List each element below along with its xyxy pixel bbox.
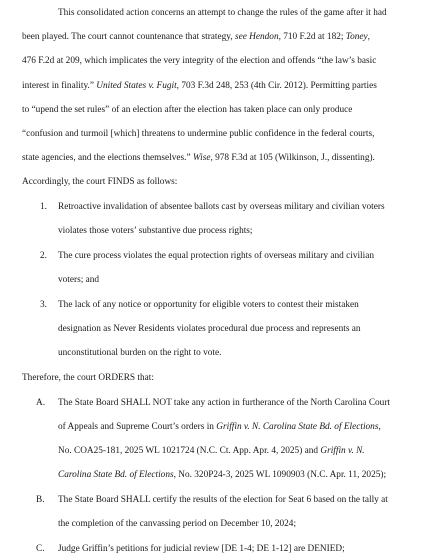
- paragraph-line: interest in finality.” United States v. Fugit, 703 F.3d 248, 253 (4th Cir. 2012). Permitting parties: [22, 80, 377, 91]
- order-line: No. COA25-181, 2025 WL 1021724 (N.C. Ct. App. Apr. 4, 2025) and Griffin v. N.: [58, 446, 365, 457]
- finding-line: unconstitutional burden on the right to vote.: [58, 348, 222, 359]
- finding-line: The lack of any notice or opportunity for eligible voters to contest their mistaken: [58, 299, 359, 310]
- paragraph-line: been played. The court cannot countenance that strategy, see Hendon, 710 F.2d at 182; Toney,: [22, 32, 370, 43]
- finding-number: 1.: [40, 202, 47, 213]
- finding-line: designation as Never Residents violates procedural due process and represents an: [58, 324, 361, 335]
- order-line: the completion of the canvassing period on December 10, 2024;: [58, 519, 297, 530]
- finding-number: 3.: [40, 299, 47, 310]
- finding-number: 2.: [40, 251, 47, 261]
- case-citation: United States v. Fugit: [96, 80, 177, 91]
- paragraph-line: Accordingly, the court FINDS as follows:: [22, 177, 178, 188]
- case-citation: Toney: [345, 32, 368, 43]
- paragraph-line: 476 F.2d at 209, which implicates the very integrity of the election and offends “the law’s basic: [22, 56, 377, 67]
- case-citation: Griffin v. N.: [320, 446, 365, 457]
- finding-line: voters; and: [58, 275, 100, 286]
- finding-line: violates those voters’ substantive due process rights;: [58, 226, 253, 237]
- order-line: The State Board SHALL NOT take any action in furtherance of the North Carolina Court: [58, 397, 391, 408]
- case-citation: Griffin v. N. Carolina State Bd. of Elections: [216, 421, 379, 432]
- paragraph-line: state agencies, and the elections themselves.” Wise, 978 F.3d at 105 (Wilkinson, J., dissenting).: [22, 153, 375, 164]
- paragraph-line: “confusion and turmoil [which] threatens to undermine public confidence in the federal courts,: [22, 129, 375, 139]
- finding-line: Retroactive invalidation of absentee ballots cast by overseas military and civilian voters: [58, 202, 385, 213]
- case-citation: see Hendon: [234, 32, 279, 43]
- order-line: Carolina State Bd. of Elections, No. 320P24-3, 2025 WL 1090903 (N.C. Apr. 11, 2025);: [58, 470, 387, 481]
- order-line: Judge Griffin’s petitions for judicial review [DE 1-4; DE 1-12] are DENIED;: [58, 543, 345, 554]
- paragraph-line: to “upend the set rules” of an election after the election has taken place can only produce: [22, 104, 353, 115]
- order-letter: C.: [36, 543, 45, 554]
- order-line: The State Board SHALL certify the results of the election for Seat 6 based on the tally at: [58, 495, 388, 505]
- order-line: of Appeals and Supreme Court’s orders in Griffin v. N. Carolina State Bd. of Elections,: [58, 421, 381, 432]
- order-letter: A.: [36, 397, 46, 408]
- finding-line: The cure process violates the equal protection rights of overseas military and civilian: [58, 251, 374, 261]
- case-citation: Carolina State Bd. of Elections: [58, 470, 174, 481]
- case-citation: Wise: [192, 153, 211, 164]
- paragraph-line: This consolidated action concerns an attempt to change the rules of the game after it had: [58, 8, 387, 18]
- order-letter: B.: [36, 495, 45, 505]
- orders-intro: Therefore, the court ORDERS that:: [22, 373, 154, 383]
